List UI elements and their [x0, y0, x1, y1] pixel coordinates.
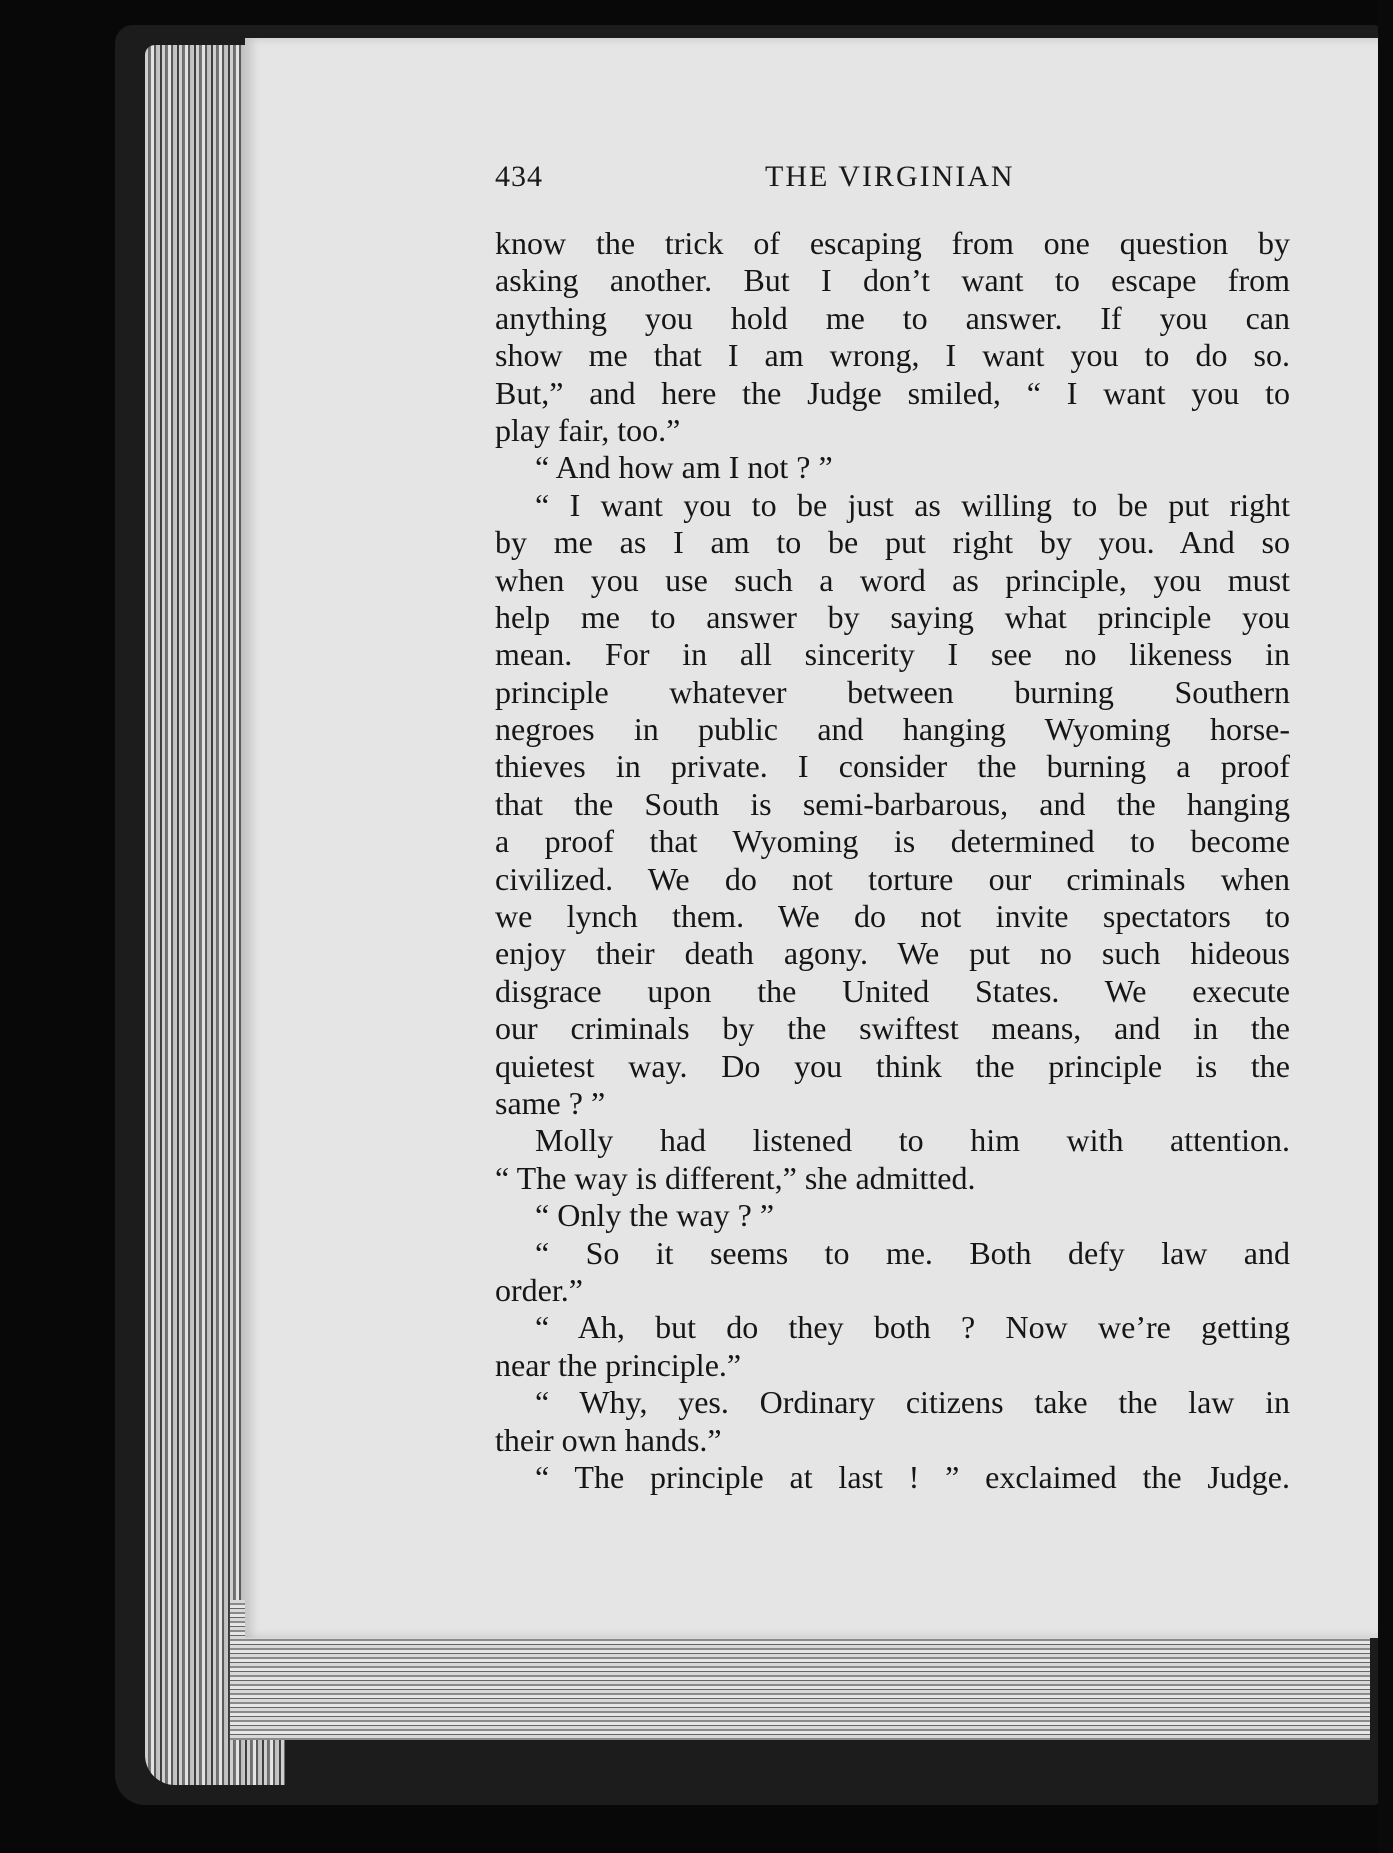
- text-line: enjoy their death agony. We put no such hideous: [495, 935, 1290, 972]
- body-text: [495, 225, 1290, 1496]
- text-line: negroes in public and hanging Wyoming horse-: [495, 711, 1290, 748]
- text-line: quietest way. Do you think the principle is the: [495, 1047, 1290, 1084]
- text-line: anything you hold me to answer. If you can: [495, 299, 1290, 336]
- text-line: play fair, too.”: [495, 411, 681, 448]
- page-number: 434: [495, 160, 543, 193]
- text-line: when you use such a word as principle, you must: [495, 561, 1290, 598]
- text-line: we lynch them. We do not invite spectators to: [495, 898, 1290, 935]
- text-line: principle whatever between burning Southern: [495, 673, 1290, 710]
- text-line: “ I want you to be just as willing to be put right: [535, 486, 1290, 523]
- text-line: know the trick of escaping from one question by: [495, 225, 1290, 261]
- text-line: “ The way is different,” she admitted.: [495, 1159, 976, 1196]
- text-line: near the principle.”: [495, 1346, 742, 1383]
- text-line: a proof that Wyoming is determined to become: [495, 823, 1290, 860]
- text-line: “ Only the way ? ”: [535, 1197, 775, 1234]
- text-line: mean. For in all sincerity I see no likeness in: [495, 636, 1290, 673]
- text-line: Molly had listened to him with attention.: [535, 1122, 1290, 1159]
- running-head: THE VIRGINIAN: [765, 160, 1015, 193]
- text-line: “ So it seems to me. Both defy law and: [535, 1234, 1290, 1271]
- text-line: “ The principle at last ! ” exclaimed the Judge.: [535, 1458, 1290, 1495]
- text-line: by me as I am to be put right by you. And so: [495, 524, 1290, 561]
- text-line: “ Ah, but do they both ? Now we’re getting: [535, 1309, 1290, 1346]
- text-line: disgrace upon the United States. We execute: [495, 972, 1290, 1009]
- text-line: same ? ”: [495, 1084, 606, 1121]
- text-line: that the South is semi-barbarous, and the hanging: [495, 785, 1290, 822]
- text-line: asking another. But I don’t want to escape from: [495, 262, 1290, 299]
- scan-right-border: [1378, 0, 1393, 1853]
- text-line: our criminals by the swiftest means, and in the: [495, 1010, 1290, 1047]
- text-line: But,” and here the Judge smiled, “ I want you to: [495, 374, 1290, 411]
- text-line: thieves in private. I consider the burning a proof: [495, 748, 1290, 785]
- text-line: order.”: [495, 1271, 583, 1308]
- text-line: show me that I am wrong, I want you to do so.: [495, 337, 1290, 374]
- text-line: “ Why, yes. Ordinary citizens take the law in: [535, 1384, 1290, 1421]
- text-line: civilized. We do not torture our criminals when: [495, 860, 1290, 897]
- text-line: “ And how am I not ? ”: [535, 449, 833, 486]
- text-line: help me to answer by saying what principle you: [495, 598, 1290, 635]
- text-line: their own hands.”: [495, 1421, 722, 1458]
- page-header: [495, 160, 1290, 200]
